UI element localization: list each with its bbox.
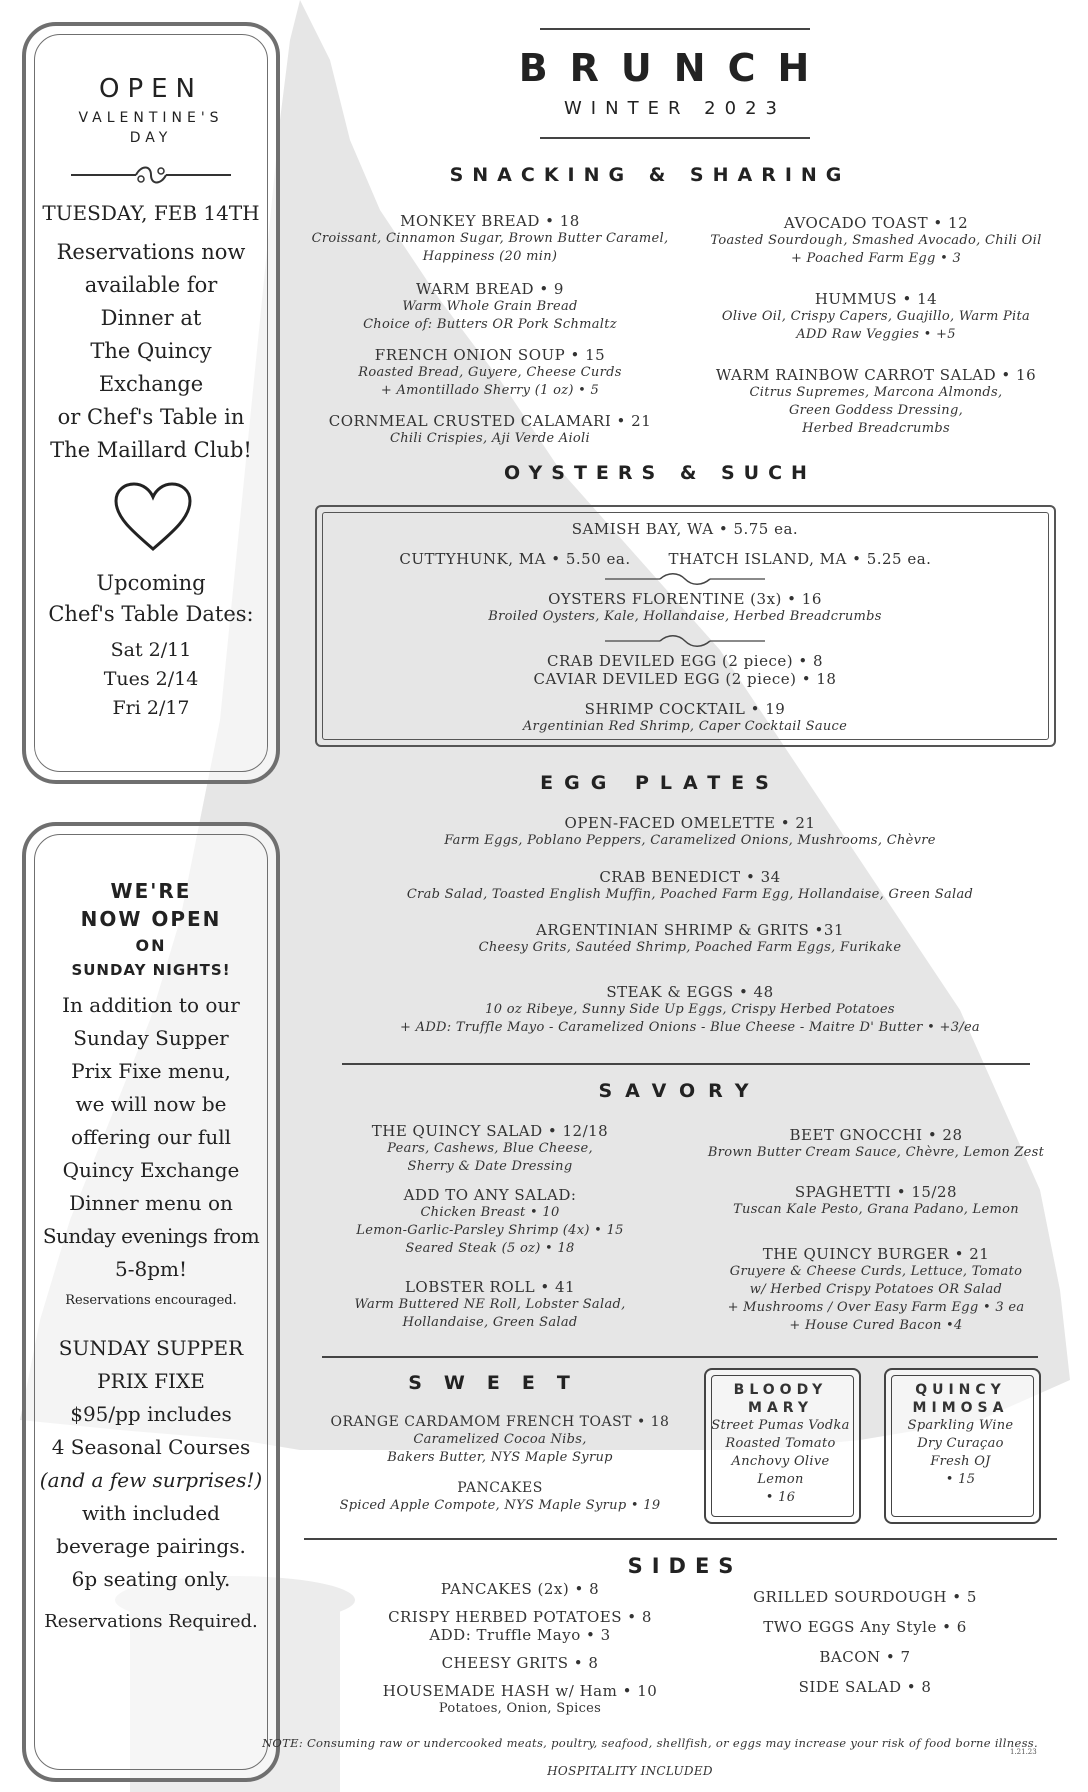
french-toast-name: ORANGE CARDAMOM FRENCH TOAST • 18	[330, 1414, 670, 1430]
beet-gnocchi-item	[686, 1126, 1066, 1162]
mimosa-line-1: Sparkling Wine	[907, 1418, 1014, 1433]
mimosa-title-2: MIMOSA	[912, 1400, 1009, 1416]
pancakes-sweet-name: PANCAKES	[457, 1480, 543, 1496]
pancakes-sweet-item	[320, 1479, 680, 1515]
sides-right-column	[700, 1588, 1030, 1696]
omelette-item	[340, 814, 1040, 850]
sunday-line-3: Prix Fixe menu,	[71, 1059, 231, 1083]
avocado-desc-2: + Poached Farm Egg • 3	[790, 251, 962, 266]
quincy-salad-desc-1: Pears, Cashews, Blue Cheese,	[387, 1141, 593, 1156]
sunday-line-8: Sunday evenings from	[42, 1224, 260, 1248]
quincy-burger-desc-1: Gruyere & Cheese Curds, Lettuce, Tomato	[729, 1264, 1023, 1279]
side-crispy-potatoes: CRISPY HERBED POTATOES • 8	[388, 1608, 652, 1626]
side-hash-desc: Potatoes, Onion, Spices	[438, 1701, 602, 1716]
mimosa-line-3: Fresh OJ	[930, 1454, 991, 1469]
caviar-deviled-egg-name: CAVIAR DEVILED EGG (2 piece) • 18	[533, 670, 837, 688]
chefs-table-date-1: Sat 2/11	[110, 639, 192, 661]
flourish-divider-icon	[600, 634, 770, 648]
menu-title: BRUNCH	[518, 46, 832, 90]
cuttyhunk-item	[390, 550, 640, 568]
valentines-open: OPEN	[98, 74, 204, 104]
valentines-day-line1: VALENTINE'S	[78, 110, 224, 126]
monkey-bread-desc-2: Happiness (20 min)	[422, 249, 558, 264]
bloody-mary-line-4: Lemon	[757, 1472, 804, 1487]
warm-bread-desc-1: Warm Whole Grain Bread	[402, 299, 578, 314]
title-rule-top	[540, 28, 810, 30]
carrot-salad-item	[686, 366, 1066, 438]
monkey-bread-item	[300, 212, 680, 266]
lobster-roll-desc-2: Hollandaise, Green Salad	[402, 1315, 578, 1330]
quincy-burger-desc-4: + House Cured Bacon •4	[789, 1318, 963, 1333]
shrimp-cocktail-item	[400, 700, 970, 736]
flourish-divider-icon	[600, 572, 770, 586]
quincy-salad-item	[300, 1122, 680, 1176]
side-pancakes: PANCAKES (2x) • 8	[440, 1580, 600, 1598]
valentines-line-6: or Chef's Table in	[57, 405, 245, 429]
savory-heading: SAVORY	[598, 1080, 762, 1102]
lobster-roll-desc-1: Warm Buttered NE Roll, Lobster Salad,	[354, 1297, 626, 1312]
hummus-desc-1: Olive Oil, Crispy Capers, Guajillo, Warm Pita	[721, 309, 1031, 324]
carrot-desc-2: Green Goddess Dressing,	[788, 403, 964, 418]
flourish-divider-icon	[66, 161, 236, 189]
spaghetti-item	[686, 1183, 1066, 1219]
thatch-island-item	[655, 550, 945, 568]
add-salad-item	[300, 1186, 680, 1258]
chefs-table-date-2: Tues 2/14	[103, 668, 199, 690]
hummus-name: HUMMUS • 14	[814, 290, 938, 308]
add-salad-desc-3: Seared Steak (5 oz) • 18	[405, 1241, 575, 1256]
valentines-line-3: Dinner at	[100, 306, 202, 330]
side-grilled-sourdough: GRILLED SOURDOUGH • 5	[753, 1588, 977, 1606]
sweet-divider	[304, 1538, 1057, 1540]
egg-plates-divider	[342, 1063, 1030, 1065]
chefs-table-date-3: Fri 2/17	[112, 697, 190, 719]
sunday-heading-4: SUNDAY NIGHTS!	[71, 961, 231, 979]
add-salad-desc-1: Chicken Breast • 10	[420, 1205, 560, 1220]
calamari-item	[300, 412, 680, 448]
food-safety-note	[240, 1734, 1060, 1752]
bloody-mary-line-1: Street Pumas Vodka	[711, 1418, 850, 1433]
oysters-florentine-item	[400, 590, 970, 626]
prix-line-6: with included	[82, 1501, 220, 1525]
sides-left-column	[330, 1580, 710, 1718]
hospitality-included-text: HOSPITALITY INCLUDED	[547, 1764, 713, 1778]
pancakes-sweet-desc: Spiced Apple Compote, NYS Maple Syrup • 19	[339, 1498, 661, 1513]
calamari-name: CORNMEAL CRUSTED CALAMARI • 21	[328, 412, 652, 430]
add-salad-name: ADD TO ANY SALAD:	[403, 1186, 577, 1204]
carrot-desc-3: Herbed Breadcrumbs	[802, 421, 950, 436]
omelette-desc: Farm Eggs, Poblano Peppers, Caramelized Onions, Mushrooms, Chèvre	[444, 833, 936, 848]
sweet-heading: SWEET	[408, 1372, 592, 1394]
quincy-burger-item	[686, 1245, 1066, 1335]
sunday-line-1: In addition to our	[62, 993, 240, 1017]
valentines-line-5: Exchange	[98, 372, 204, 396]
side-salad: SIDE SALAD • 8	[798, 1678, 932, 1696]
side-two-eggs: TWO EGGS Any Style • 6	[763, 1618, 967, 1636]
menu-subtitle: WINTER 2023	[564, 98, 786, 119]
quincy-burger-name: THE QUINCY BURGER • 21	[762, 1245, 990, 1263]
title-rule-bottom	[540, 137, 810, 139]
valentines-line-2: available for	[84, 273, 218, 297]
warm-bread-item	[300, 280, 680, 334]
french-toast-item	[320, 1413, 680, 1467]
mimosa-line-2: Dry Curaçao	[917, 1436, 1004, 1451]
hummus-item	[686, 290, 1066, 344]
sunday-heading-3: ON	[135, 936, 167, 955]
reservations-encouraged: Reservations encouraged.	[65, 1293, 237, 1308]
egg-plates-heading: EGG PLATES	[540, 772, 780, 794]
beet-gnocchi-name: BEET GNOCCHI • 28	[789, 1126, 963, 1144]
snacking-heading: SNACKING & SHARING	[449, 164, 851, 186]
french-onion-name: FRENCH ONION SOUP • 15	[374, 346, 606, 364]
quincy-burger-desc-3: + Mushrooms / Over Easy Farm Egg • 3 ea	[727, 1300, 1025, 1315]
shrimp-grits-name: ARGENTINIAN SHRIMP & GRITS •31	[536, 921, 844, 939]
french-toast-desc-2: Bakers Butter, NYS Maple Syrup	[387, 1450, 613, 1465]
sunday-line-2: Sunday Supper	[73, 1026, 229, 1050]
thatch-island-name: THATCH ISLAND, MA • 5.25 ea.	[668, 550, 932, 568]
french-onion-desc-2: + Amontillado Sherry (1 oz) • 5	[380, 383, 600, 398]
bloody-mary-line-3: Anchovy Olive	[731, 1454, 830, 1469]
oysters-heading: OYSTERS & SUCH	[504, 462, 816, 484]
heart-icon	[112, 481, 194, 553]
bloody-mary-line-2: Roasted Tomato	[725, 1436, 836, 1451]
add-salad-desc-2: Lemon-Garlic-Parsley Shrimp (4x) • 15	[356, 1223, 624, 1238]
bloody-mary-price: • 16	[765, 1490, 796, 1505]
bloody-mary-title-1: BLOODY	[733, 1382, 828, 1398]
shrimp-cocktail-desc: Argentinian Red Shrimp, Caper Cocktail Sauce	[522, 719, 848, 734]
shrimp-cocktail-name: SHRIMP COCKTAIL • 19	[584, 700, 786, 718]
oysters-florentine-desc: Broiled Oysters, Kale, Hollandaise, Herbed Breadcrumbs	[488, 609, 882, 624]
steak-eggs-desc-2: + ADD: Truffle Mayo - Caramelized Onions - Blue Cheese - Maitre D' Butter • +3/ea	[400, 1020, 980, 1035]
steak-eggs-desc-1: 10 oz Ribeye, Sunny Side Up Eggs, Crispy Herbed Potatoes	[485, 1002, 895, 1017]
monkey-bread-name: MONKEY BREAD • 18	[400, 212, 580, 230]
quincy-mimosa-item	[884, 1381, 1037, 1489]
spaghetti-name: SPAGHETTI • 15/28	[794, 1183, 958, 1201]
crab-deviled-egg-name: CRAB DEVILED EGG (2 piece) • 8	[546, 652, 823, 670]
cuttyhunk-name: CUTTYHUNK, MA • 5.50 ea.	[399, 550, 631, 568]
french-onion-item	[300, 346, 680, 400]
calamari-desc: Chili Crispies, Aji Verde Aioli	[390, 431, 590, 446]
steak-eggs-name: STEAK & EGGS • 48	[606, 983, 774, 1001]
bloody-mary-title-2: MARY	[748, 1400, 813, 1416]
deviled-egg-item	[400, 652, 970, 688]
carrot-desc-1: Citrus Supremes, Marcona Almonds,	[749, 385, 1003, 400]
prix-line-2: PRIX FIXE	[97, 1369, 205, 1393]
sides-heading: SIDES	[627, 1554, 743, 1578]
quincy-salad-name: THE QUINCY SALAD • 12/18	[371, 1122, 609, 1140]
valentines-day-line2: DAY	[129, 130, 173, 146]
sunday-heading-2: NOW OPEN	[80, 907, 222, 931]
sunday-line-9: 5-8pm!	[114, 1257, 187, 1281]
sunday-nights-panel	[22, 822, 280, 1782]
prix-line-1: SUNDAY SUPPER	[58, 1336, 244, 1360]
avocado-toast-item	[686, 214, 1066, 268]
sunday-heading-1: WE'RE	[110, 879, 192, 903]
sunday-line-7: Dinner menu on	[69, 1191, 233, 1215]
samish-bay-item	[450, 520, 920, 538]
omelette-name: OPEN-FACED OMELETTE • 21	[564, 814, 816, 832]
french-onion-desc-1: Roasted Bread, Guyere, Cheese Curds	[358, 365, 622, 380]
quincy-burger-desc-2: w/ Herbed Crispy Potatoes OR Salad	[749, 1282, 1003, 1297]
warm-bread-name: WARM BREAD • 9	[416, 280, 564, 298]
crab-benedict-desc: Crab Salad, Toasted English Muffin, Poached Farm Egg, Hollandaise, Green Salad	[406, 887, 974, 902]
menu-date: 1.21.23	[1010, 1748, 1037, 1756]
mimosa-price: • 15	[945, 1472, 976, 1487]
sunday-line-4: we will now be	[75, 1092, 227, 1116]
oysters-florentine-name: OYSTERS FLORENTINE (3x) • 16	[548, 590, 822, 608]
valentines-line-7: The Maillard Club!	[50, 438, 252, 462]
valentines-line-1: Reservations now	[56, 240, 246, 264]
prix-line-7: beverage pairings.	[56, 1534, 246, 1558]
food-safety-note-text: NOTE: Consuming raw or undercooked meats, poultry, seafood, shellfish, or eggs may increase your risk of food borne illness.	[262, 1736, 1038, 1750]
prix-line-4: 4 Seasonal Courses	[51, 1435, 251, 1459]
lobster-roll-name: LOBSTER ROLL • 41	[404, 1278, 576, 1296]
bloody-mary-item	[704, 1381, 857, 1507]
shrimp-grits-desc: Cheesy Grits, Sautéed Shrimp, Poached Farm Eggs, Furikake	[478, 940, 902, 955]
hummus-desc-2: ADD Raw Veggies • +5	[796, 327, 956, 342]
prix-line-8: 6p seating only.	[71, 1567, 231, 1591]
side-bacon: BACON • 7	[819, 1648, 911, 1666]
side-cheesy-grits: CHEESY GRITS • 8	[441, 1654, 599, 1672]
carrot-salad-name: WARM RAINBOW CARROT SALAD • 16	[715, 366, 1037, 384]
prix-line-5: (and a few surprises!)	[39, 1468, 263, 1492]
avocado-toast-name: AVOCADO TOAST • 12	[783, 214, 969, 232]
valentines-date: TUESDAY, FEB 14TH	[42, 201, 260, 225]
sunday-line-5: offering our full	[71, 1125, 231, 1149]
crab-benedict-name: CRAB BENEDICT • 34	[599, 868, 781, 886]
side-housemade-hash: HOUSEMADE HASH w/ Ham • 10	[382, 1682, 658, 1700]
steak-eggs-item	[340, 983, 1040, 1037]
valentines-line-4: The Quincy	[90, 339, 212, 363]
beet-gnocchi-desc: Brown Butter Cream Sauce, Chèvre, Lemon Zest	[707, 1145, 1045, 1160]
hospitality-included	[460, 1762, 800, 1780]
upcoming-line-2: Chef's Table Dates:	[48, 602, 254, 626]
spaghetti-desc: Tuscan Kale Pesto, Grana Padano, Lemon	[733, 1202, 1019, 1217]
warm-bread-desc-2: Choice of: Butters OR Pork Schmaltz	[363, 317, 617, 332]
valentines-panel	[22, 22, 280, 784]
sunday-line-6: Quincy Exchange	[62, 1158, 240, 1182]
side-truffle-mayo: ADD: Truffle Mayo • 3	[429, 1626, 611, 1644]
prix-line-3: $95/pp includes	[70, 1402, 232, 1426]
quincy-salad-desc-2: Sherry & Date Dressing	[407, 1159, 573, 1174]
savory-divider	[322, 1356, 1038, 1358]
mimosa-title-1: QUINCY	[915, 1382, 1006, 1398]
crab-benedict-item	[340, 868, 1040, 904]
french-toast-desc-1: Caramelized Cocoa Nibs,	[413, 1432, 587, 1447]
shrimp-grits-item	[340, 921, 1040, 957]
monkey-bread-desc-1: Croissant, Cinnamon Sugar, Brown Butter Caramel,	[311, 231, 669, 246]
avocado-desc-1: Toasted Sourdough, Smashed Avocado, Chili Oil	[710, 233, 1042, 248]
lobster-roll-item	[300, 1278, 680, 1332]
reservations-required: Reservations Required.	[44, 1611, 258, 1632]
samish-bay-name: SAMISH BAY, WA • 5.75 ea.	[571, 520, 799, 538]
upcoming-line-1: Upcoming	[96, 571, 206, 595]
